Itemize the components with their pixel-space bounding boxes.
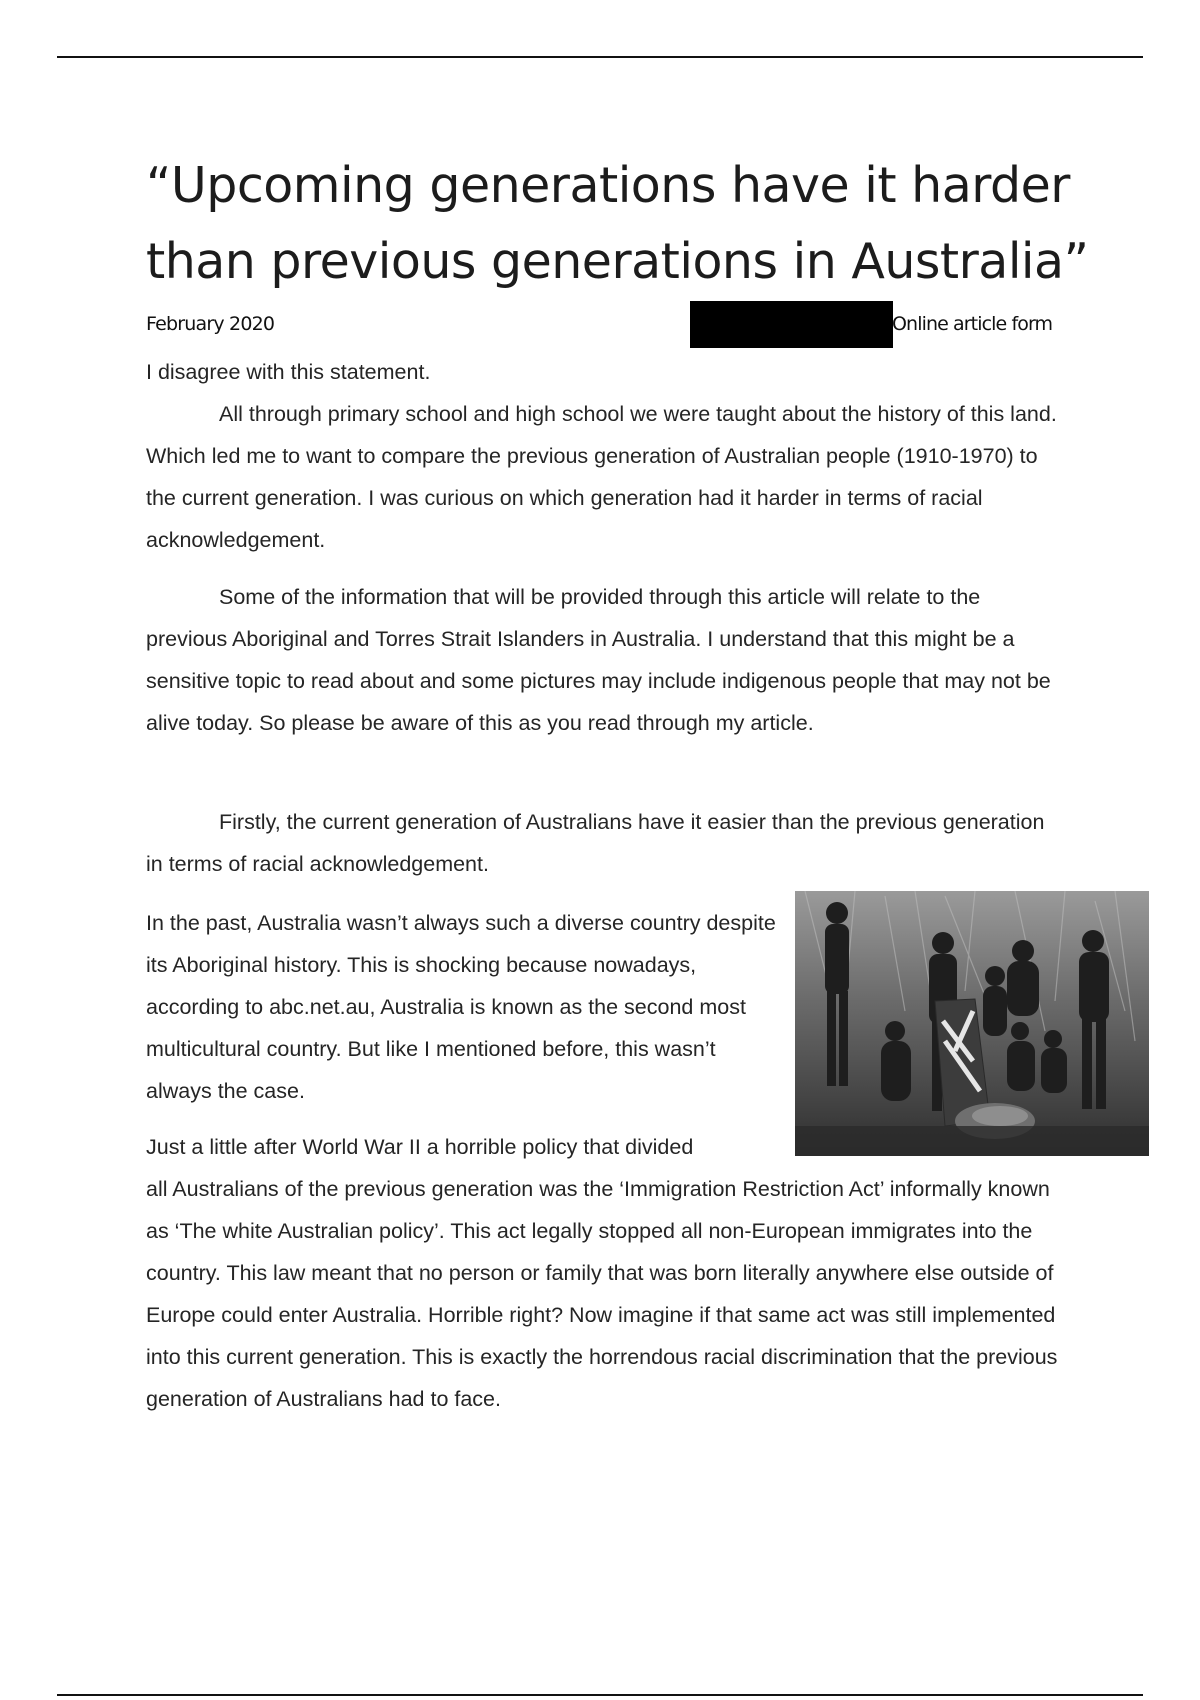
top-rule (57, 56, 1143, 58)
article-date: February 2020 (146, 313, 275, 335)
paragraph-history: All through primary school and high school we were taught about the history of this land. Which led me to want to compare the previous generation of Australian people (1910-1970) to the current generation. I was curious on which generation had it harder in terms of racial acknowledgement. (146, 402, 1057, 552)
paragraph-firstly: Firstly, the current generation of Australians have it easier than the previous generation in terms of racial acknowledgement. (146, 810, 1045, 876)
paragraph-policy: all Australians of the previous generation was the ‘Immigration Restriction Act’ informally known as ‘The white Australian policy’. This act legally stopped all non-European immigrates into the country. This law meant that no person or family that was born literally anywhere else outside of Europe could enter Australia. Horrible right? Now imagine if that same act was still implemented into this current generation. This is exactly the horrendous racial discrimination that the previous generation of Australians had to face. (146, 1177, 1058, 1411)
paragraph-diversity: In the past, Australia wasn’t always such a diverse country despite its Aboriginal history. This is shocking because nowadays, according to abc.net.au, Australia is known as the second most multicultural country. But like I mentioned before, this wasn’t always the case. (146, 911, 776, 1103)
redaction-block (690, 301, 893, 348)
article-title: “Upcoming generations have it harder than previous generations in Australia” (146, 157, 1089, 290)
paragraph-policy-intro: Just a little after World War II a horrible policy that divided (146, 1135, 694, 1159)
paragraph-opening: I disagree with this statement. (146, 360, 431, 384)
bottom-rule (57, 1694, 1143, 1696)
historical-photo (795, 891, 1149, 1156)
historical-photo-illustration (795, 891, 1149, 1156)
paragraph-sensitivity: Some of the information that will be provided through this article will relate to the previous Aboriginal and Torres Strait Islanders in Australia. I understand that this might be a sensitive topic to read about and some pictures may include indigenous people that may not be alive today. So please be aware of this as you read through my article. (146, 585, 1051, 735)
article-form-label: Online article form (892, 313, 1053, 335)
